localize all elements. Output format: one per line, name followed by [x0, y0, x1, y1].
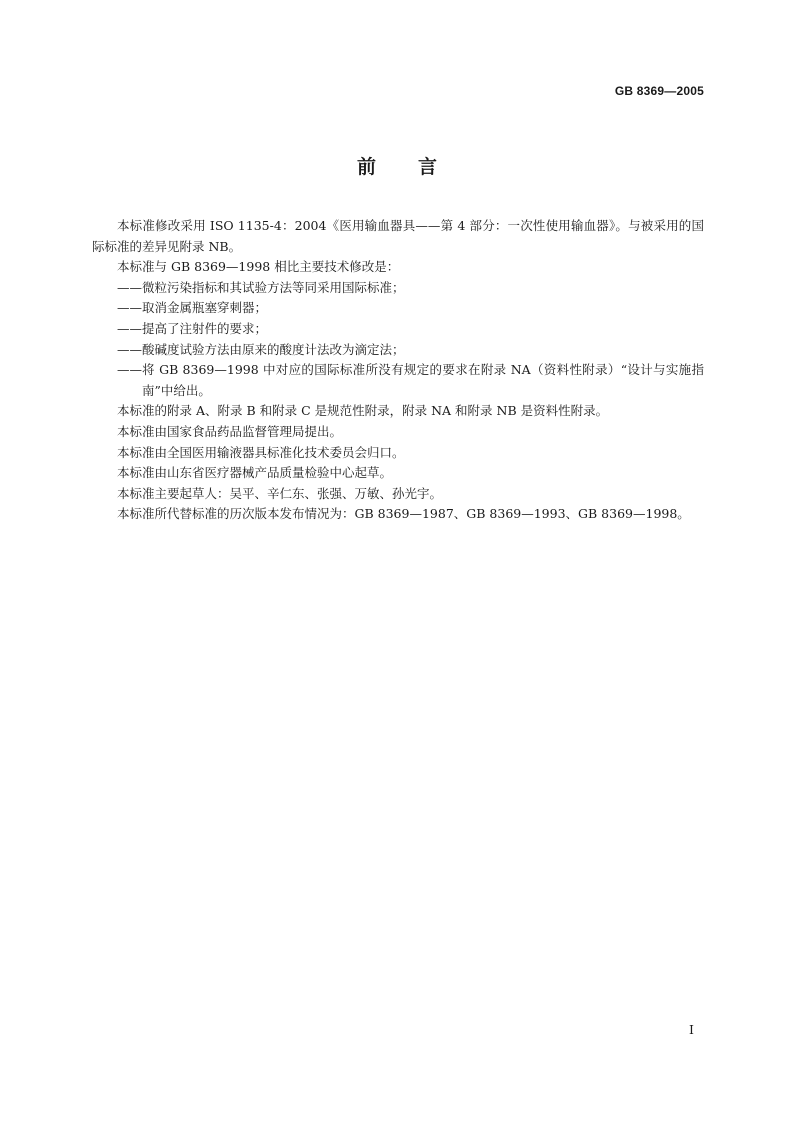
standard-code: GB 8369—2005 — [614, 84, 704, 98]
list-item-text: 将 GB 8369—1998 中对应的国际标准所没有规定的要求在附录 NA（资料性附录）“设计与实施指南”中给出。 — [142, 362, 704, 398]
list-item-text: 酸碱度试验方法由原来的酸度计法改为滴定法； — [142, 341, 405, 357]
list-item — [92, 360, 704, 401]
page-number: I — [689, 1022, 694, 1037]
paragraph-adoption: 本标准修改采用 ISO 1135-4：2004《医用输血器具——第 4 部分：一次性使用输血器》。与被采用的国际标准的差异见附录 NB。 — [92, 218, 704, 254]
list-item — [92, 298, 704, 319]
paragraph-committee: 本标准由全国医用输液器具标准化技术委员会归口。 — [117, 444, 405, 460]
paragraph-drafters: 本标准主要起草人：吴平、辛仁东、张强、万敏、孙光宇。 — [117, 485, 443, 501]
list-dash: —— — [117, 320, 142, 336]
list-dash: —— — [117, 362, 142, 378]
list-item-text: 提高了注射件的要求； — [142, 320, 268, 336]
list-item — [92, 340, 704, 361]
paragraph-proposer: 本标准由国家食品药品监督管理局提出。 — [117, 423, 343, 439]
list-dash: —— — [117, 279, 142, 295]
paragraph-changes-intro: 本标准与 GB 8369—1998 相比主要技术修改是： — [117, 259, 400, 275]
list-dash: —— — [117, 341, 142, 357]
list-item-text: 取消金属瓶塞穿刺器； — [142, 300, 268, 316]
list-dash: —— — [117, 300, 142, 316]
paragraph-history: 本标准所代替标准的历次版本发布情况为：GB 8369—1987、GB 8369—1993、GB 8369—1998。 — [117, 506, 690, 522]
list-item — [92, 319, 704, 340]
foreword-body — [92, 216, 704, 525]
list-item — [92, 278, 704, 299]
list-item-text: 微粒污染指标和其试验方法等同采用国际标准； — [142, 279, 405, 295]
page-title: 前言 — [356, 156, 479, 178]
paragraph-drafting-org: 本标准由山东省医疗器械产品质量检验中心起草。 — [117, 465, 393, 481]
paragraph-annexes: 本标准的附录 A、附录 B 和附录 C 是规范性附录，附录 NA 和附录 NB 是资料性附录。 — [117, 403, 609, 419]
